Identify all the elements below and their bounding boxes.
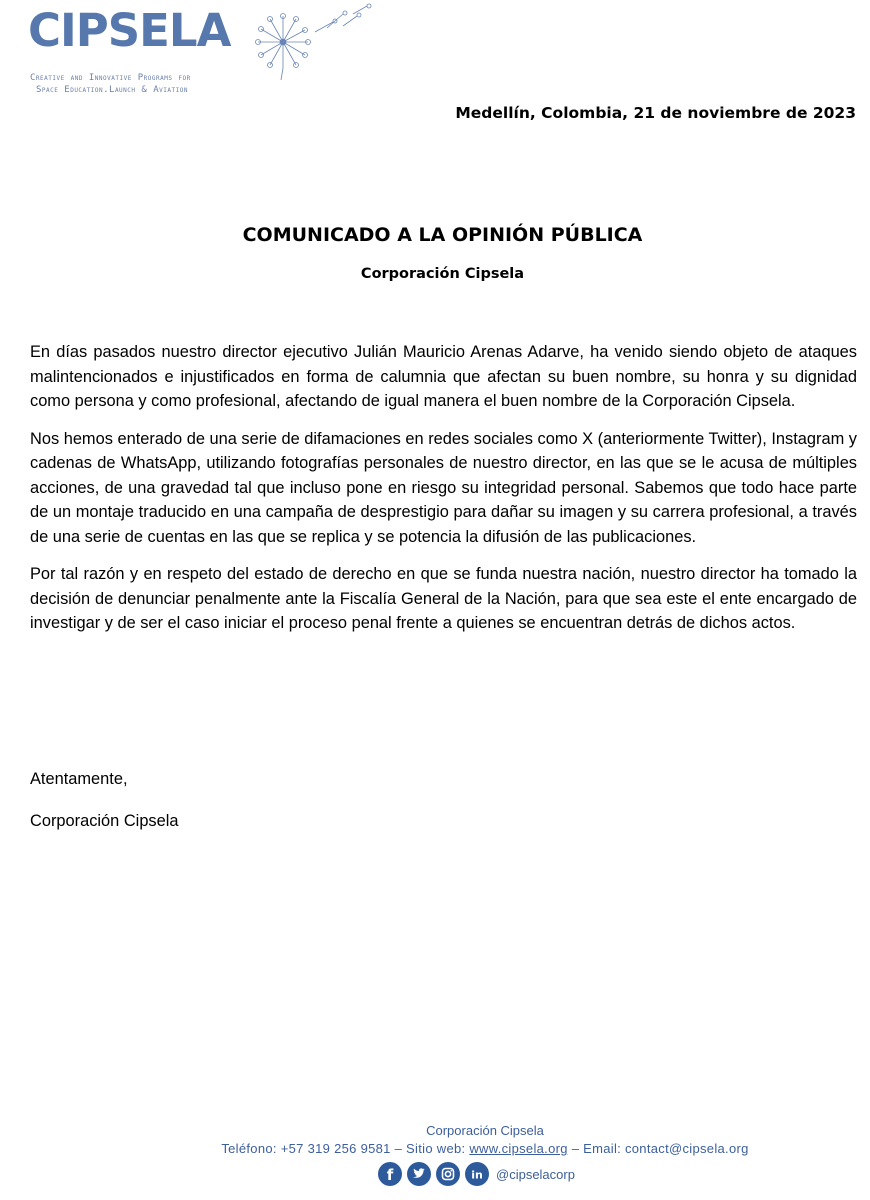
document-title: COMUNICADO A LA OPINIÓN PÚBLICA — [242, 224, 643, 246]
cipsela-logo — [28, 2, 358, 98]
logo-tagline — [30, 72, 191, 96]
svg-text:f: f — [386, 1166, 394, 1184]
signature: Corporación Cipsela — [30, 812, 179, 830]
tagline-line-1: Creative and Innovative Programs for — [30, 73, 191, 83]
letter-date: Medellín, Colombia, 21 de noviembre de 2023 — [455, 104, 856, 122]
document-body — [30, 340, 857, 649]
social-handle[interactable]: @cipselacorp — [496, 1166, 575, 1182]
website-link[interactable]: www.cipsela.org — [469, 1141, 568, 1156]
linkedin-icon[interactable] — [465, 1162, 489, 1186]
dandelion-icon — [253, 2, 383, 82]
footer-contact — [0, 1140, 870, 1158]
social-links — [378, 1161, 575, 1187]
footer-email: – Email: contact@cipsela.org — [567, 1141, 749, 1156]
footer-org: Corporación Cipsela — [426, 1123, 544, 1138]
tagline-line-2: Space Education.Launch & Aviation — [36, 85, 188, 95]
body-paragraph-1: En días pasados nuestro director ejecutivo Julián Mauricio Arenas Adarve, ha venido siendo objeto de ataques malintencionados e injustificados en forma de calumnia que afectan su buen nombre, su honra y su dignidad como persona y como profesional, afectando de igual manera el buen nombre de la Corporación Cipsela. — [30, 343, 857, 410]
body-paragraph-2: Nos hemos enterado de una serie de difamaciones en redes sociales como X (anteriormente Twitter), Instagram y cadenas de WhatsApp, utilizando fotografías personales de nuestro director, en las que se le acusa de múltiples acciones, de una gravedad tal que incluso pone en riesgo su integridad personal. Sabemos que todo hace parte de un montaje traducido en una campaña de desprestigio para dañar su imagen y su carrera profesional, a través de una serie de cuentas en las que se replica y se potencia la difusión de las publicaciones. — [30, 429, 857, 546]
footer — [0, 1122, 870, 1158]
closing-salutation: Atentamente, — [30, 770, 128, 788]
document-subtitle: Corporación Cipsela — [360, 266, 525, 282]
facebook-icon[interactable] — [378, 1162, 402, 1186]
twitter-icon[interactable] — [407, 1162, 431, 1186]
footer-phone: Teléfono: +57 319 256 9581 – Sitio web: — [221, 1141, 470, 1156]
logo-wordmark: CIPSELA — [28, 4, 231, 57]
svg-text:in: in — [471, 1168, 483, 1182]
instagram-icon[interactable] — [436, 1162, 460, 1186]
body-paragraph-3: Por tal razón y en respeto del estado de derecho en que se funda nuestra nación, nuestro director ha tomado la decisión de denunciar penalmente ante la Fiscalía General de la Nación, para que sea este el ente encargado de investigar y de ser el caso iniciar el proceso penal frente a quienes se encuentran detrás de dichos actos. — [30, 565, 857, 632]
